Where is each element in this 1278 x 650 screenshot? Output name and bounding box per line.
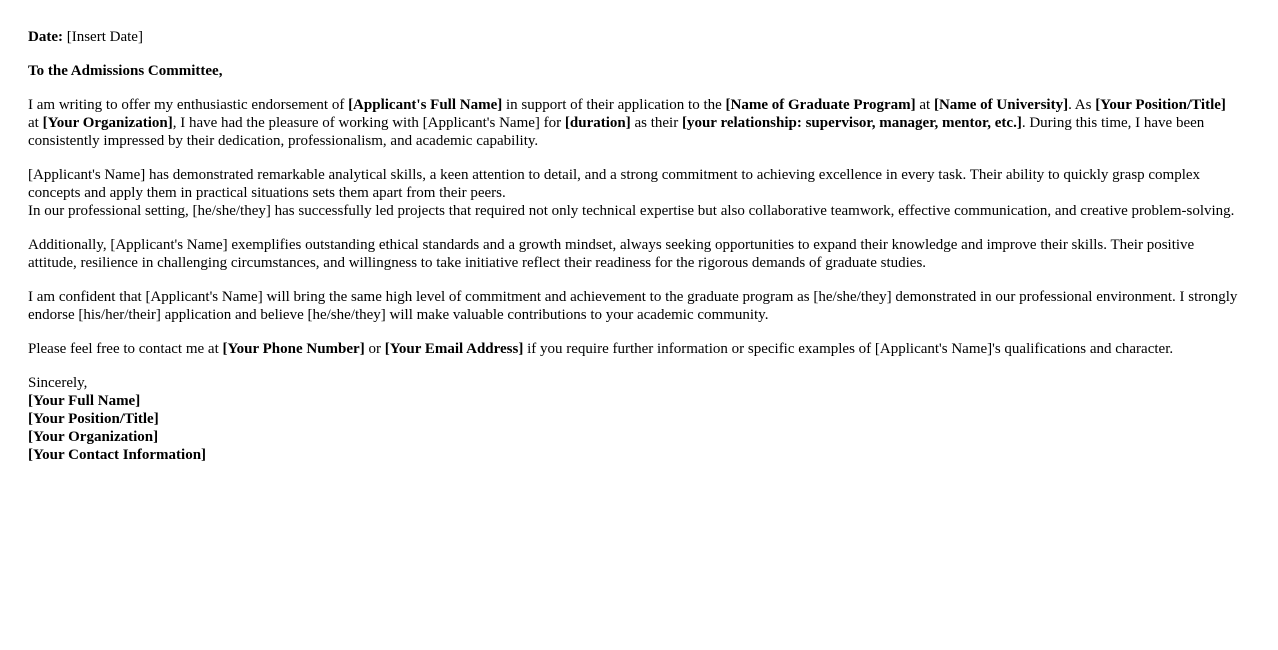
placeholder-position-title: [Your Position/Title] [1095, 97, 1226, 113]
placeholder-organization: [Your Organization] [42, 115, 173, 131]
placeholder-relationship: [your relationship: supervisor, manager, mentor, etc.] [681, 115, 1022, 131]
signature-block [28, 374, 1240, 464]
paragraph-character: Additionally, [Applicant's Name] exemplifies outstanding ethical standards and a growth mindset, always seeking opportunities to expand their knowledge and improve their skills. Their positive attitude, resilience in challenging circumstances, and willingness to take initiative reflect their readiness for the rigorous demands of graduate studies. [28, 237, 1195, 271]
placeholder-duration: [duration] [564, 115, 631, 131]
placeholder-university-name: [Name of University] [933, 97, 1069, 113]
text-segment: Please feel free to contact me at [28, 341, 223, 357]
text-segment: . During this time, I have been consistently impressed by their dedication, professionalism, and academic capability. [28, 115, 1205, 149]
signature-name: [Your Full Name] [28, 393, 141, 409]
text-segment: , I have had the pleasure of working with [Applicant's Name] for [172, 115, 565, 131]
paragraph-endorsement: I am confident that [Applicant's Name] will bring the same high level of commitment and achievement to the graduate program as [he/she/they] demonstrated in our professional environment. I strongly endorse [his/her/their] application and believe [he/she/they] will make valuable contributions to your academic community. [28, 289, 1238, 323]
text-segment: if you require further information or specific examples of [Applicant's Name]'s qualifications and character. [523, 341, 1174, 357]
date-line [28, 28, 1240, 46]
salutation-text: To the Admissions Committee, [28, 63, 223, 79]
date-label: Date: [28, 29, 63, 45]
text-segment: or [364, 341, 385, 357]
text-segment: at [915, 97, 934, 113]
text-segment: at [28, 115, 43, 131]
paragraph-contact [28, 340, 1240, 358]
skills-text: [Applicant's Name] has demonstrated remarkable analytical skills, a keen attention to detail, and a strong commitment to achieving excellence in every task. Their ability to quickly grasp complex concepts and apply them in practical situations sets them apart from their peers. [28, 167, 1201, 201]
placeholder-applicant-full-name: [Applicant's Full Name] [348, 97, 503, 113]
placeholder-phone-number: [Your Phone Number] [222, 341, 365, 357]
text-segment: . As [1068, 97, 1096, 113]
signature-contact: [Your Contact Information] [28, 447, 207, 463]
signature-organization: [Your Organization] [28, 429, 159, 445]
paragraph-skills [28, 166, 1240, 220]
salutation [28, 62, 1240, 80]
text-segment: as their [630, 115, 682, 131]
text-segment: in support of their application to the [502, 97, 726, 113]
placeholder-program-name: [Name of Graduate Program] [725, 97, 916, 113]
projects-text: In our professional setting, [he/she/they] has successfully led projects that required not only technical expertise but also collaborative teamwork, effective communication, and creative problem-solving. [28, 203, 1235, 219]
paragraph-introduction [28, 96, 1240, 150]
text-segment: I am writing to offer my enthusiastic endorsement of [28, 97, 349, 113]
signature-position: [Your Position/Title] [28, 411, 159, 427]
placeholder-email-address: [Your Email Address] [384, 341, 524, 357]
date-value: [Insert Date] [62, 29, 143, 45]
valediction: Sincerely, [28, 375, 88, 391]
